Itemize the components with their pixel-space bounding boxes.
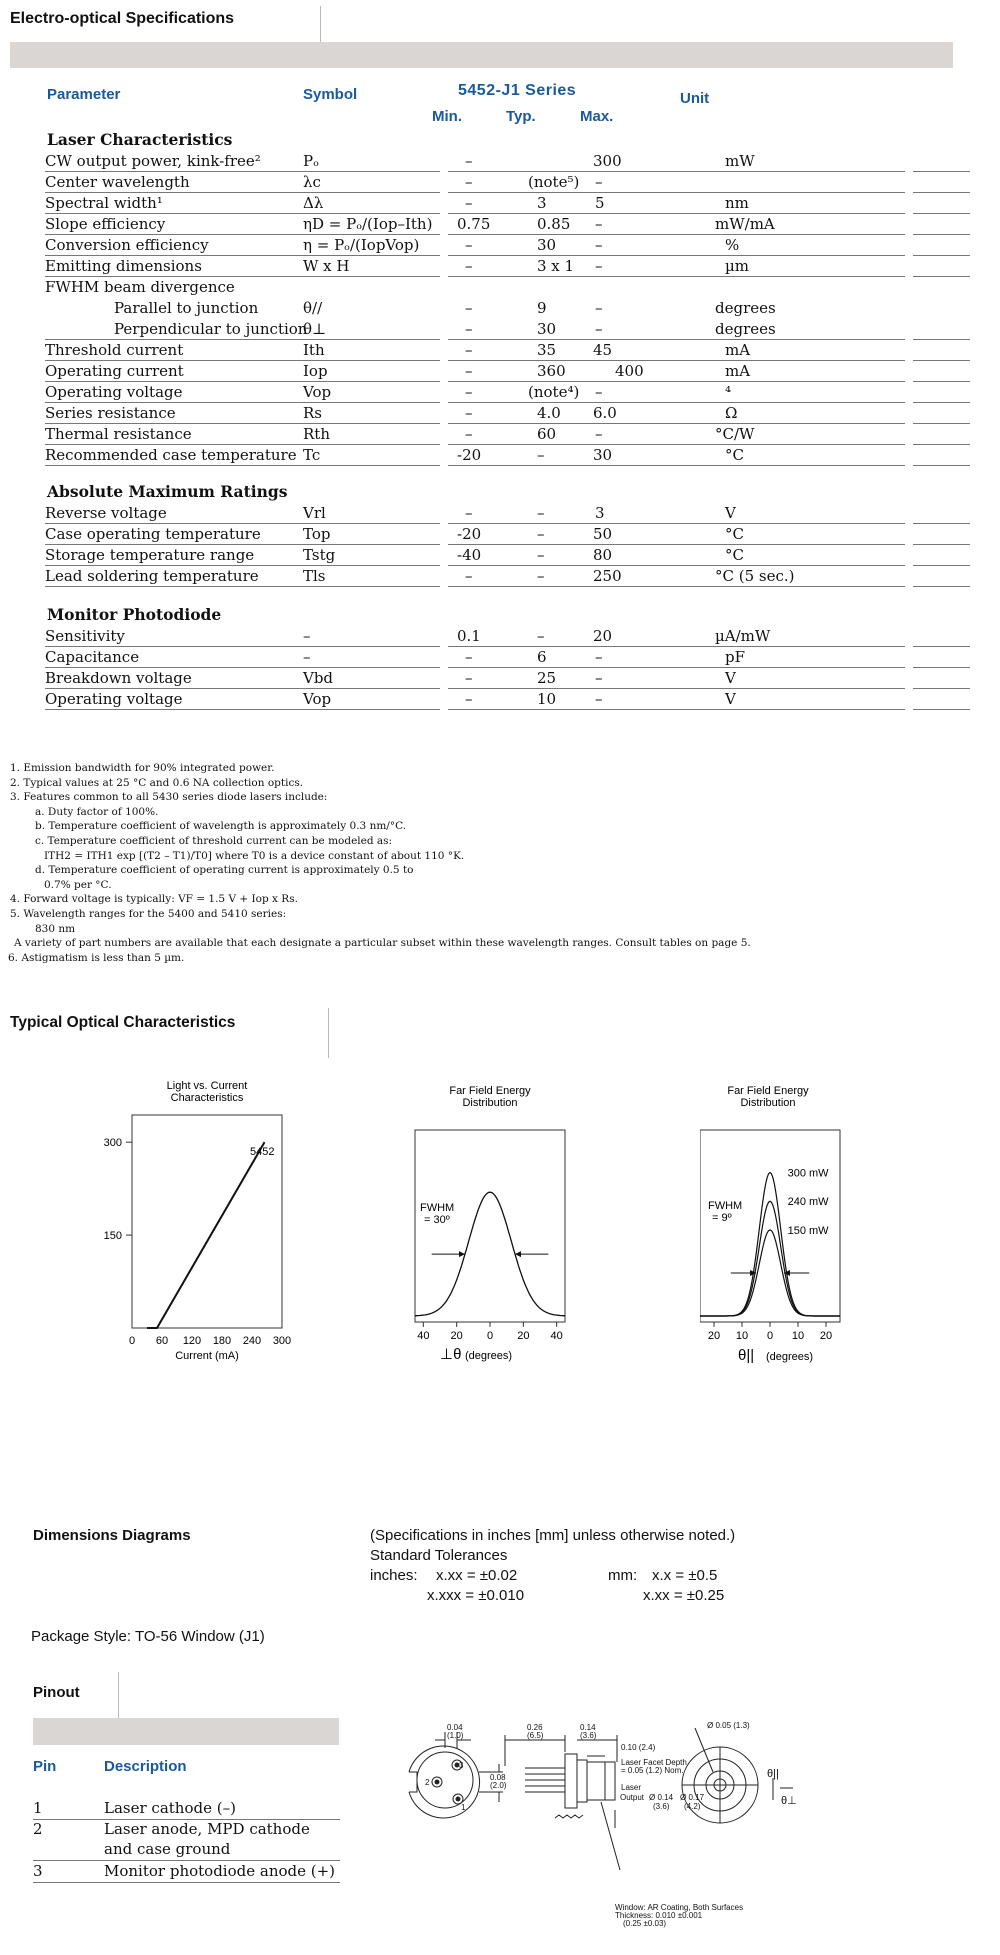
unit-cell: % [725, 236, 740, 254]
symbol-cell: Vop [303, 383, 332, 401]
unit-cell: V [725, 690, 736, 708]
y-tick-label: 150 [103, 1230, 122, 1243]
x-tick-label: 10 [735, 1330, 749, 1342]
max-cell: – [595, 383, 603, 401]
param-cell: Series resistance [45, 404, 176, 422]
fwhm-value: = 9º [712, 1212, 732, 1224]
max-cell: – [595, 669, 603, 687]
max-cell: 50 [593, 525, 613, 543]
typ-cell: 4.0 [537, 404, 561, 422]
series-label: 150 mW [787, 1224, 829, 1237]
chart-title: Far Field Energy [727, 1085, 809, 1097]
x-tick-label: 20 [517, 1330, 530, 1342]
min-cell: – [465, 648, 473, 666]
table-section-title: Absolute Maximum Ratings [47, 482, 288, 501]
max-cell: – [595, 257, 603, 275]
mm-x: x.x = ±0.5 [652, 1567, 718, 1584]
x-tick-label: 40 [550, 1330, 563, 1342]
symbol-cell: Pₒ [303, 152, 319, 170]
x-tick-label: 20 [819, 1330, 833, 1342]
max-cell: – [595, 299, 603, 317]
footnote-line: 5. Wavelength ranges for the 5400 and 5410 series: [10, 908, 287, 920]
param-cell: Center wavelength [45, 173, 190, 191]
param-cell: Capacitance [45, 648, 140, 666]
symbol-cell: Vop [303, 690, 332, 708]
footnote-line: d. Temperature coefficient of operating current is approximately 0.5 to [35, 864, 414, 877]
max-cell: – [595, 173, 603, 191]
param-cell: Parallel to junction [114, 299, 259, 317]
param-cell: CW output power, kink-free² [45, 152, 261, 170]
param-cell: Sensitivity [45, 627, 125, 645]
table-row [45, 689, 970, 710]
col-header-symbol: Symbol [303, 86, 358, 103]
inches-label: inches: [370, 1567, 418, 1584]
unit-cell: Ω [725, 404, 738, 422]
table-row [45, 193, 970, 214]
side-view [505, 1735, 620, 1870]
typ-cell: 30 [537, 320, 557, 338]
x-tick-label: 60 [155, 1335, 169, 1347]
min-cell: 0.75 [457, 215, 491, 233]
unit-cell: mA [725, 362, 751, 380]
min-cell: -20 [457, 525, 482, 543]
footnote-line: 6. Astigmatism is less than 5 µm. [8, 951, 185, 964]
pin-description: Laser anode, MPD cathode [104, 1820, 310, 1838]
package-drawing [395, 1720, 995, 1935]
dim-label: (4.2) [684, 1802, 701, 1811]
symbol-cell: W x H [303, 257, 350, 275]
tolerances-title: Standard Tolerances [370, 1547, 508, 1564]
window-note: Window: AR Coating, Both Surfaces [615, 1903, 744, 1912]
symbol-cell: Vrl [303, 504, 326, 522]
window-note: (0.25 ±0.03) [623, 1919, 667, 1928]
param-cell: FWHM beam divergence [45, 278, 235, 296]
dim-label: 0.10 (2.4) [621, 1743, 656, 1752]
dim-label: Laser [621, 1783, 642, 1792]
unit-cell: °C/W [715, 425, 755, 443]
symbol-cell: Ith [303, 341, 325, 359]
inches-xxx: x.xxx = ±0.010 [427, 1587, 525, 1604]
typ-cell: 360 [537, 362, 566, 380]
unit-cell: °C [725, 546, 744, 564]
min-cell: – [465, 173, 473, 191]
x-tick-label: 120 [182, 1335, 202, 1347]
min-cell: 0.1 [457, 627, 481, 645]
far-field-perp-chart [410, 1080, 590, 1380]
table-row [45, 403, 970, 424]
chart-title: Characteristics [170, 1092, 244, 1104]
table-row [45, 382, 970, 403]
unit-cell: °C [725, 446, 744, 464]
max-cell: 400 [615, 362, 644, 380]
fwhm-label: FWHM [708, 1200, 743, 1212]
series-label: 300 mW [787, 1167, 829, 1180]
pin-row [33, 1799, 340, 1821]
min-cell: – [465, 320, 473, 338]
table-row [45, 298, 970, 319]
pinout-band [33, 1718, 339, 1745]
dim-label: 0.14 [580, 1723, 596, 1732]
footnote-line: ITH2 = ITH1 exp [(T2 – T1)/T0] where T0 is a device constant of about 110 °K. [44, 849, 465, 862]
unit-cell: degrees [715, 320, 776, 338]
window-note: Thickness: 0.010 ±0.001 [615, 1911, 703, 1920]
x-tick-label: 0 [766, 1330, 774, 1342]
symbol-cell: Tc [303, 446, 321, 464]
light-vs-current-chart [100, 1075, 300, 1375]
max-cell: – [595, 425, 603, 443]
table-row [45, 647, 970, 668]
chart-title: Far Field Energy [449, 1085, 531, 1097]
param-cell: Breakdown voltage [45, 669, 192, 687]
symbol-cell: Tstg [303, 546, 336, 564]
distribution-curve [700, 1173, 840, 1317]
theta-symbol: θ|| [738, 1347, 755, 1364]
x-tick-label: 10 [791, 1330, 805, 1342]
unit-cell: µm [725, 257, 749, 275]
fwhm-label: FWHM [420, 1202, 455, 1214]
param-cell: Perpendicular to junction [114, 320, 308, 338]
typ-cell: – [537, 567, 545, 585]
dim-label: 0.08 [490, 1773, 506, 1782]
table-row [45, 626, 970, 647]
max-cell: – [595, 236, 603, 254]
x-tick-label: 300 [272, 1335, 292, 1347]
mm-xx: x.xx = ±0.25 [643, 1587, 725, 1604]
footnote-line: a. Duty factor of 100%. [35, 805, 159, 818]
col-header-typ: Typ. [506, 108, 536, 125]
typ-cell: – [537, 546, 545, 564]
min-cell: – [465, 341, 473, 359]
min-cell: – [465, 425, 473, 443]
header-band [10, 42, 953, 68]
table-row [45, 361, 970, 382]
min-cell: -40 [457, 546, 482, 564]
pin-number: 3 [33, 1862, 43, 1880]
symbol-cell: ηD = Pₒ/(Iop–Ith) [303, 215, 433, 233]
param-cell: Lead soldering temperature [45, 567, 259, 585]
param-cell: Conversion efficiency [45, 236, 209, 254]
table-row [45, 214, 970, 235]
footnote-line: A variety of part numbers are available that each designate a particular subset within these wavelength ranges. Consult tables on page 5. [14, 937, 751, 950]
unit-cell: pF [725, 648, 746, 666]
min-cell: – [465, 299, 473, 317]
symbol-cell: θ// [303, 299, 323, 317]
symbol-cell: Δλ [303, 194, 324, 212]
min-cell: – [465, 567, 473, 585]
section-title-optical: Typical Optical Characteristics [10, 1014, 236, 1031]
x-tick-label: 40 [417, 1330, 430, 1342]
typ-cell: – [537, 504, 545, 522]
max-cell: – [595, 648, 603, 666]
dim-label: (2.0) [490, 1781, 507, 1790]
dim-label: Ø 0.05 (1.3) [707, 1721, 750, 1730]
series-line-5452 [147, 1142, 265, 1328]
chart-title: Distribution [740, 1097, 796, 1109]
max-cell: 5 [595, 194, 605, 212]
max-cell: 300 [593, 152, 622, 170]
dim-label: (3.6) [653, 1802, 670, 1811]
dim-label: Output [620, 1793, 645, 1802]
min-cell: – [465, 152, 473, 170]
param-cell: Recommended case temperature [45, 446, 297, 464]
pin-number: 3 [459, 1761, 464, 1770]
x-tick-label: 0 [128, 1335, 136, 1347]
x-tick-label: 240 [242, 1335, 262, 1347]
plot-frame [415, 1130, 565, 1322]
description-header: Description [104, 1758, 187, 1775]
mm-label: mm: [608, 1567, 638, 1584]
symbol-cell: λc [303, 173, 321, 191]
footnote-line: c. Temperature coefficient of threshold current can be modeled as: [35, 835, 393, 847]
spec-units-note: (Specifications in inches [mm] unless otherwise noted.) [370, 1527, 736, 1544]
table-row [45, 424, 970, 445]
inches-xx: x.xx = ±0.02 [436, 1567, 518, 1584]
min-cell: – [465, 194, 473, 212]
unit-cell: mW [725, 152, 755, 170]
param-cell: Slope efficiency [45, 215, 166, 233]
front-view [409, 1732, 503, 1818]
max-cell: 80 [593, 546, 613, 564]
x-tick-label: 20 [450, 1330, 463, 1342]
max-cell: 250 [593, 567, 622, 585]
table-row [45, 545, 970, 566]
pin-description: and case ground [104, 1840, 231, 1858]
pin-row [33, 1862, 340, 1884]
pin-description: Monitor photodiode anode (+) [104, 1862, 336, 1880]
unit-cell: V [725, 504, 736, 522]
dim-label: = 0.05 (1.2) Nom. [621, 1766, 684, 1775]
unit-cell: V [725, 669, 736, 687]
max-cell: 45 [593, 341, 613, 359]
dim-label: Laser Facet Depth [621, 1758, 687, 1767]
table-row [45, 566, 970, 587]
pin-number: 1 [461, 1803, 466, 1812]
fwhm-value: = 30º [424, 1214, 450, 1226]
symbol-cell: – [303, 627, 311, 645]
min-cell: – [465, 690, 473, 708]
min-cell: – [465, 404, 473, 422]
footnote-line: 3. Features common to all 5430 series diode lasers include: [10, 791, 328, 804]
typ-cell: 6 [537, 648, 547, 666]
min-cell: – [465, 669, 473, 687]
unit-cell: °C (5 sec.) [715, 567, 795, 585]
max-cell: 3 [595, 504, 605, 522]
symbol-cell: Iop [303, 362, 328, 380]
x-tick-label: 0 [486, 1330, 494, 1342]
typ-cell: – [537, 525, 545, 543]
unit-cell: µA/mW [715, 627, 771, 645]
param-cell: Reverse voltage [45, 504, 167, 522]
param-cell: Operating voltage [45, 690, 183, 708]
symbol-cell: Rs [303, 404, 322, 422]
table-row [45, 668, 970, 689]
pinout-title: Pinout [33, 1684, 80, 1701]
table-section-title: Monitor Photodiode [47, 605, 222, 624]
chart-title: Distribution [462, 1097, 518, 1109]
pin-row [33, 1820, 340, 1862]
table-row [45, 172, 970, 193]
pin-header: Pin [33, 1758, 57, 1775]
typ-cell: 60 [537, 425, 557, 443]
table-section-title: Laser Characteristics [47, 130, 233, 149]
distribution-curve [700, 1230, 840, 1316]
param-cell: Case operating temperature [45, 525, 261, 543]
max-cell: – [595, 215, 603, 233]
param-cell: Spectral width¹ [45, 194, 163, 212]
param-cell: Emitting dimensions [45, 257, 202, 275]
max-cell: 30 [593, 446, 613, 464]
unit-cell: °C [725, 525, 744, 543]
typ-cell: 9 [537, 299, 547, 317]
min-cell: – [465, 236, 473, 254]
typ-cell: 10 [537, 690, 557, 708]
dim-label: Ø 0.17 [680, 1793, 705, 1802]
dim-label: (3.6) [580, 1731, 597, 1740]
max-cell: – [595, 320, 603, 338]
pin-number: 1 [33, 1799, 43, 1817]
typ-cell: 30 [537, 236, 557, 254]
typ-cell: 25 [537, 669, 557, 687]
typ-cell: – [537, 627, 545, 645]
x-axis-label: (degrees) [766, 1351, 814, 1363]
unit-cell: ⁴ [725, 383, 732, 401]
chart-title: Light vs. Current [166, 1080, 248, 1092]
theta-symbol: ⊥θ [440, 1346, 462, 1363]
series-label: 240 mW [787, 1196, 829, 1209]
typ-cell: – [537, 446, 545, 464]
param-cell: Thermal resistance [45, 425, 192, 443]
table-row [45, 524, 970, 545]
max-cell: – [595, 690, 603, 708]
y-tick-label: 300 [103, 1137, 122, 1150]
table-row [45, 235, 970, 256]
table-row [45, 319, 970, 340]
col-header-parameter: Parameter [47, 86, 121, 103]
min-cell: – [465, 383, 473, 401]
far-field-par-chart [700, 1080, 880, 1380]
section-title-electro: Electro-optical Specifications [10, 10, 235, 27]
typ-cell: (note⁵) [528, 173, 580, 191]
col-header-max: Max. [580, 108, 614, 125]
footnote-line: 0.7% per °C. [44, 878, 112, 891]
min-cell: – [465, 504, 473, 522]
col-header-unit: Unit [680, 90, 710, 107]
symbol-cell: Top [303, 525, 331, 543]
symbol-cell: Tls [303, 567, 326, 585]
col-header-min: Min. [432, 108, 462, 125]
symbol-cell: – [303, 648, 311, 666]
dim-label: Ø 0.14 [649, 1793, 674, 1802]
max-cell: 20 [593, 627, 613, 645]
table-row [45, 445, 970, 466]
unit-cell: mA [725, 341, 751, 359]
footnote-line: b. Temperature coefficient of wavelength is approximately 0.3 nm/°C. [35, 820, 407, 833]
min-cell: -20 [457, 446, 482, 464]
x-tick-label: 180 [212, 1335, 232, 1347]
symbol-cell: η = Pₒ/(IopVop) [303, 236, 420, 254]
symbol-cell: Vbd [303, 669, 334, 687]
table-row [45, 151, 970, 172]
typ-cell: 3 [537, 194, 547, 212]
package-style: Package Style: TO-56 Window (J1) [31, 1628, 265, 1645]
series-label: 5452 [250, 1146, 275, 1158]
typ-cell: 3 x 1 [537, 257, 575, 275]
x-axis-label: Current (mA) [175, 1350, 239, 1362]
footnote-line: 1. Emission bandwidth for 90% integrated power. [10, 762, 275, 774]
footnote-line: 4. Forward voltage is typically: VF = 1.5 V + Iop x Rs. [10, 893, 298, 906]
footnote-line: 830 nm [35, 922, 76, 935]
table-row [45, 340, 970, 361]
col-header-series: 5452-J1 Series [458, 82, 577, 99]
theta-perp-label: θ⊥ [781, 1795, 797, 1807]
typ-cell: 0.85 [537, 215, 571, 233]
pin-number: 2 [33, 1820, 43, 1838]
min-cell: – [465, 257, 473, 275]
symbol-cell: Rth [303, 425, 330, 443]
unit-cell: nm [725, 194, 749, 212]
param-cell: Operating current [45, 362, 184, 380]
dim-label: (6.5) [527, 1731, 544, 1740]
table-row [45, 277, 970, 298]
pin-number: 2 [425, 1778, 430, 1787]
theta-par-label: θ|| [767, 1768, 779, 1780]
dimensions-title: Dimensions Diagrams [33, 1527, 191, 1544]
unit-cell: mW/mA [715, 215, 775, 233]
param-cell: Operating voltage [45, 383, 183, 401]
param-cell: Threshold current [45, 341, 184, 359]
max-cell: 6.0 [593, 404, 617, 422]
symbol-cell: θ⊥ [303, 320, 327, 338]
table-row [45, 503, 970, 524]
dim-label: 0.26 [527, 1723, 543, 1732]
param-cell: Storage temperature range [45, 546, 255, 564]
footnote-line: 2. Typical values at 25 °C and 0.6 NA collection optics. [10, 776, 304, 789]
unit-cell: degrees [715, 299, 776, 317]
divider [328, 1008, 329, 1058]
x-tick-label: 20 [707, 1330, 721, 1342]
typ-cell: 35 [537, 341, 557, 359]
dim-label: (1.0) [447, 1731, 464, 1740]
dim-label: 0.04 [447, 1723, 463, 1732]
table-row [45, 256, 970, 277]
pin-description: Laser cathode (–) [104, 1799, 236, 1817]
typ-cell: (note⁴) [528, 383, 580, 401]
min-cell: – [465, 362, 473, 380]
x-axis-label: (degrees) [465, 1350, 513, 1362]
